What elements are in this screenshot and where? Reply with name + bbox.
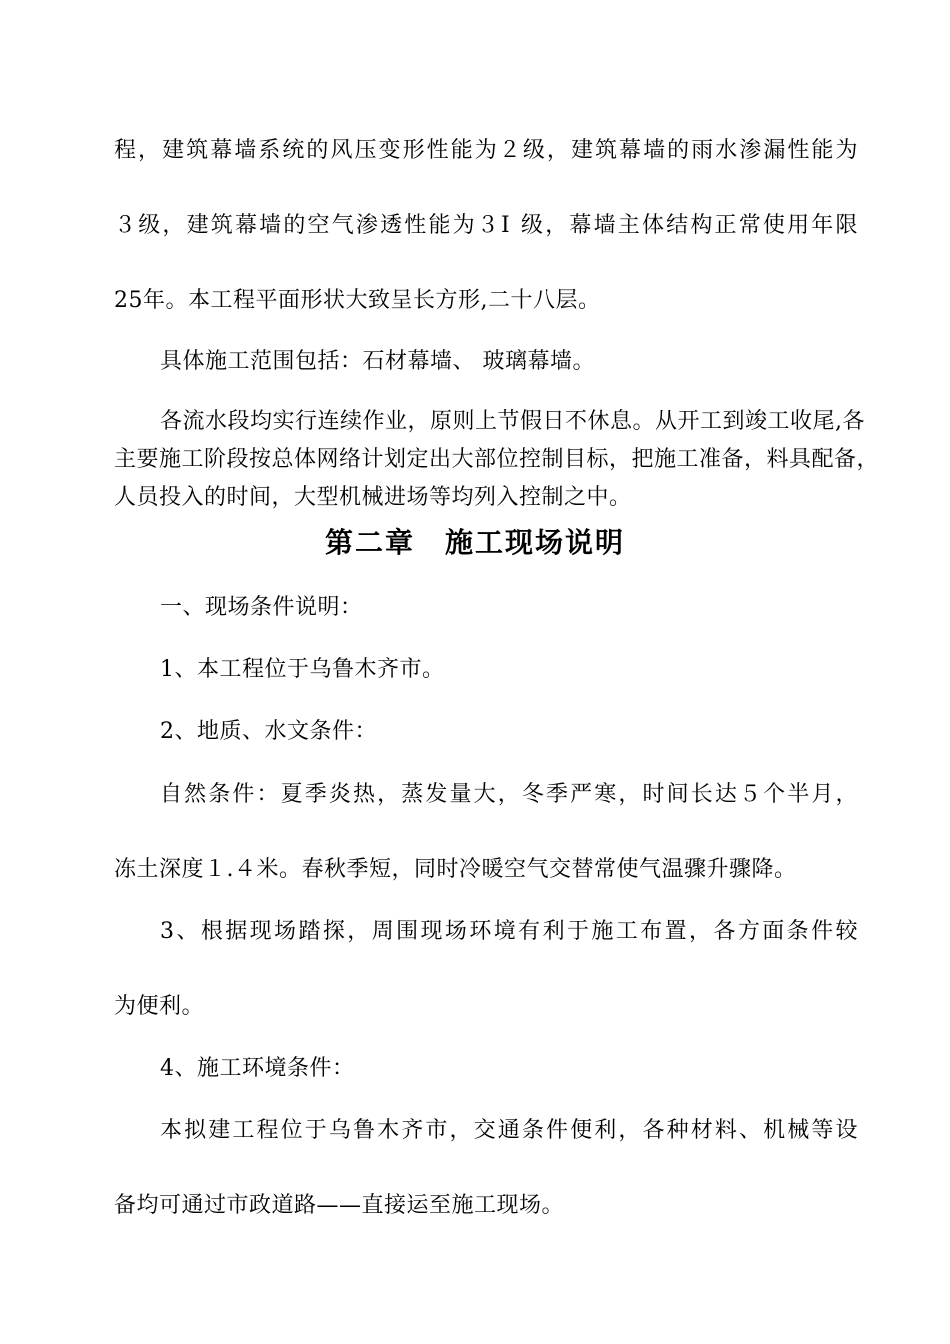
paragraph-line: 冻土深度１.４米。春秋季短，同时冷暖空气交替常使气温骤升骤降。 <box>114 857 797 882</box>
paragraph-line: 主要施工阶段按总体网络计划定出大部位控制目标，把施工准备，料具配备， <box>114 447 880 472</box>
paragraph-line: 备均可通过市政道路——直接运至施工现场。 <box>114 1193 565 1218</box>
list-item: 2、地质、水文条件： <box>160 719 377 744</box>
list-item: 3、根据现场踏探，周围现场环境有利于施工布置，各方面条件较 <box>160 919 858 944</box>
paragraph-line: 为便利。 <box>114 994 205 1019</box>
paragraph-line: 本拟建工程位于乌鲁木齐市，交通条件便利，各种材料、机械等设 <box>160 1118 858 1143</box>
list-item: 4、施工环境条件： <box>160 1056 355 1081</box>
paragraph-line: 各流水段均实行连续作业，原则上节假日不休息。从开工到竣工收尾,各 <box>160 409 865 434</box>
paragraph-line: 自然条件：夏季炎热，蒸发量大，冬季严寒，时间长达５个半月， <box>160 782 858 807</box>
paragraph-line: 程，建筑幕墙系统的风压变形性能为２级，建筑幕墙的雨水渗漏性能为 <box>114 138 858 163</box>
paragraph-line: 25年。本工程平面形状大致呈长方形,二十八层。 <box>114 288 601 313</box>
paragraph-line: ３级，建筑幕墙的空气渗透性能为３Ⅰ 级，幕墙主体结构正常使用年限 <box>114 213 858 238</box>
paragraph-line: 人员投入的时间，大型机械进场等均列入控制之中。 <box>114 485 632 510</box>
scope-paragraph: 具体施工范围包括：石材幕墙、 玻璃幕墙。 <box>160 349 595 374</box>
chapter-title: 第二章 施工现场说明 <box>324 526 625 559</box>
list-item: 1、本工程位于乌鲁木齐市。 <box>160 657 445 682</box>
section-heading: 一、现场条件说明： <box>160 595 363 620</box>
